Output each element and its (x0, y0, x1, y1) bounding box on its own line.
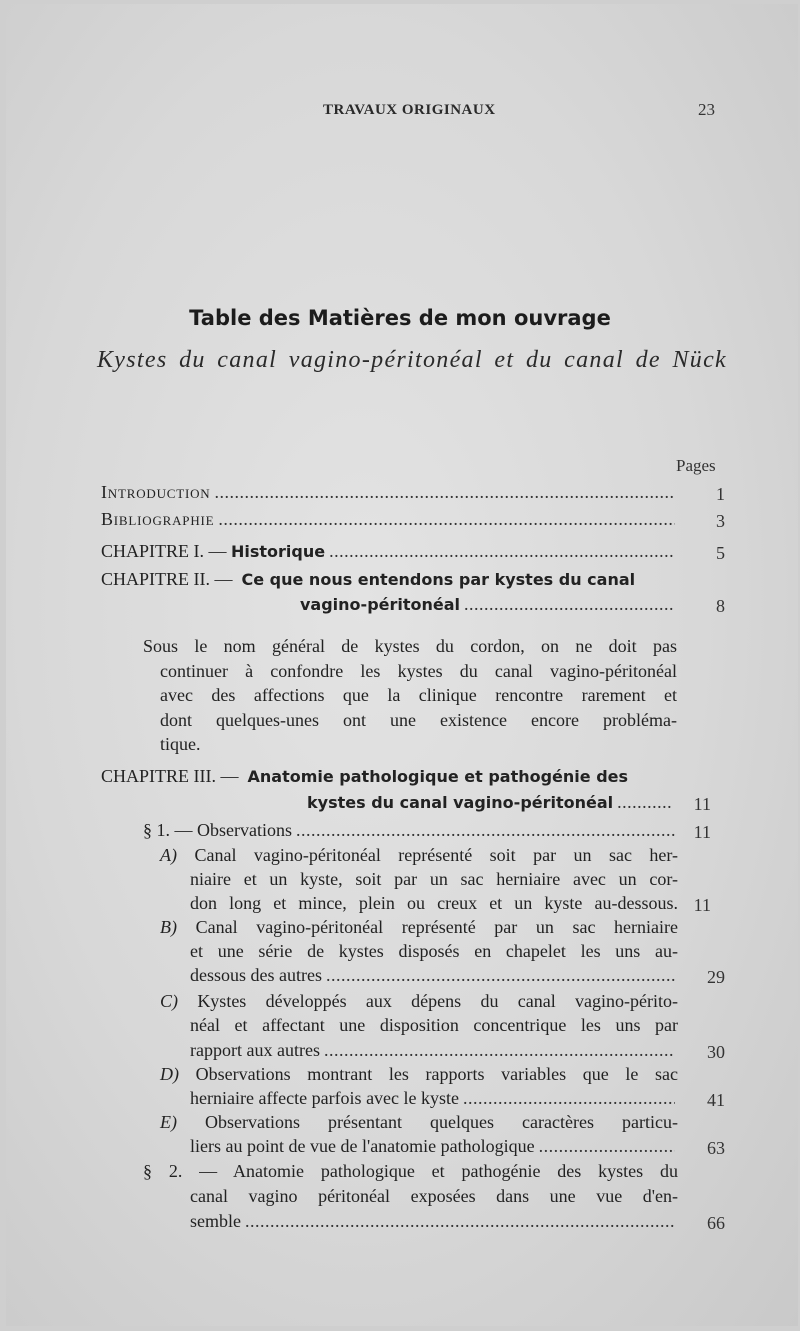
page-ref: 30 (707, 1042, 725, 1062)
toc-title: Table des Matières de mon ouvrage (189, 306, 611, 330)
toc-subsection-a: A) Canal vagino-péritonéal représenté soit par un sac her- (160, 845, 679, 865)
page-ref: 41 (707, 1090, 725, 1110)
page-number: 23 (698, 100, 715, 119)
toc-section-1: § 1. — Observations . . . (143, 818, 679, 842)
pages-column-label: Pages (676, 456, 716, 475)
page-ref: 66 (707, 1213, 725, 1233)
page-ref: 8 (716, 596, 725, 616)
page-ref: 29 (707, 967, 725, 987)
toc-subtitle: Kystes du canal vagino-péritonéal et du canal de Nück (97, 347, 727, 373)
toc-entry-introduction: Introduction . . . (101, 480, 679, 504)
toc-entry-bibliographie: Bibliographie . . . (101, 507, 679, 531)
toc-entry-chapitre-2: CHAPITRE II. — Ce que nous entendons par kystes du canal (101, 569, 636, 589)
page-ref: 63 (707, 1138, 725, 1158)
toc-entry-chapitre-1: CHAPITRE I. — Historique . . . (101, 539, 679, 564)
toc-section-2: § 2. — Anatomie pathologique et pathogénie des kystes du (143, 1161, 678, 1181)
page-ref: 5 (716, 543, 725, 563)
toc-entry-chapitre-2-cont: vagino-péritonéal . . . (300, 592, 679, 617)
page-ref: 1 (716, 484, 725, 504)
toc-subsection-d: D) Observations montrant les rapports variables que le sac (160, 1064, 678, 1084)
toc-subsection-c: C) Kystes développés aux dépens du canal vagino-périto- (160, 991, 678, 1011)
page-ref: 11 (693, 822, 711, 842)
running-head: TRAVAUX ORIGINAUX (323, 102, 496, 118)
page-ref: 11 (693, 794, 711, 814)
toc-entry-chapitre-3: CHAPITRE III. — Anatomie pathologique et pathogénie des (101, 766, 629, 786)
page-ref: 3 (716, 511, 725, 531)
toc-entry-chapitre-3-cont: kystes du canal vagino-péritonéal . . . (307, 790, 675, 815)
toc-subsection-e: E) Observations présentant quelques caractères particu- (160, 1112, 678, 1132)
page-ref: 11 (693, 895, 711, 915)
chapter-2-summary: Sous le nom général de kystes du cordon, on ne doit pas continuer à confondre les kystes du canal vagino-péritonéal avec des affections que la clinique rencontre rarement et dont quelques-unes ont une existence encore probléma- tique. (143, 636, 677, 754)
toc-subsection-b: B) Canal vagino-péritonéal représenté par un sac herniaire (160, 917, 679, 937)
